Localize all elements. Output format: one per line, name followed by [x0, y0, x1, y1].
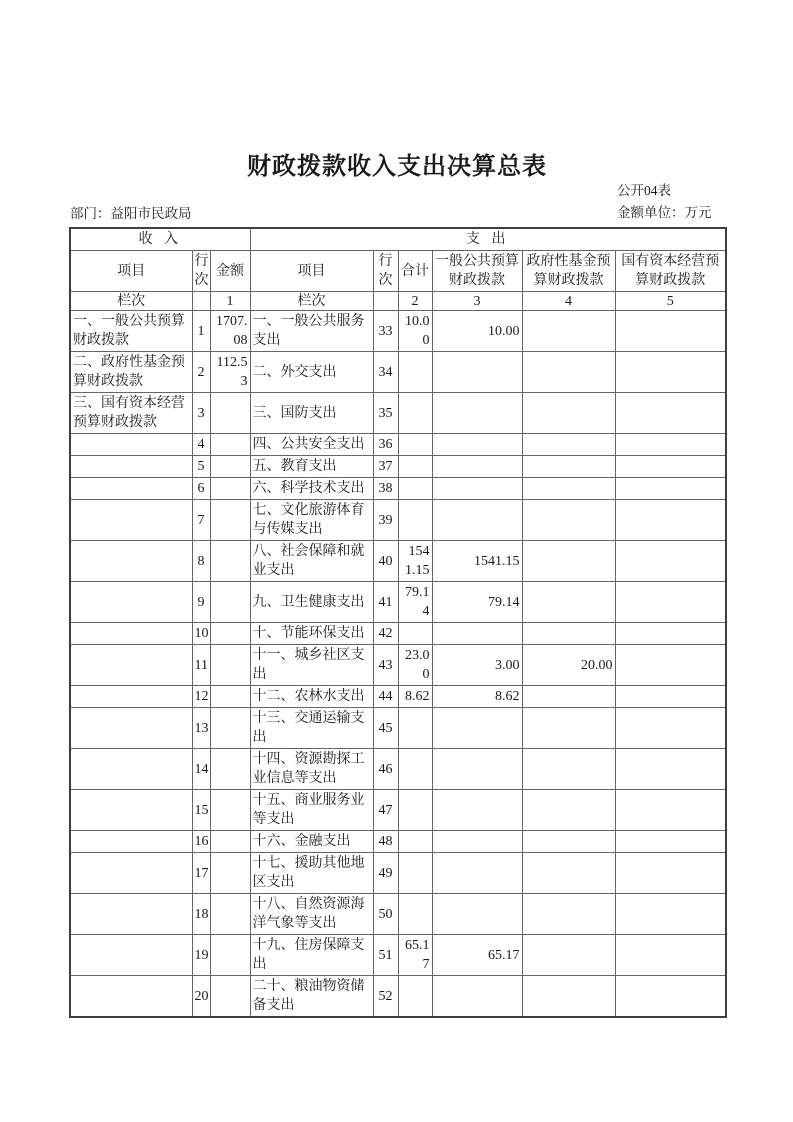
state-capital-cell: [615, 831, 726, 853]
state-capital-cell: [615, 894, 726, 935]
expense-line-cell: 46: [373, 749, 398, 790]
gov-fund-cell: [522, 478, 615, 500]
gov-fund-cell: [522, 790, 615, 831]
total-cell: 79.14: [398, 582, 432, 623]
income-item-cell: [70, 935, 192, 976]
state-capital-cell: [615, 790, 726, 831]
income-line-cell: 3: [192, 393, 210, 434]
table-row: [70, 976, 726, 1018]
expense-line-cell: 49: [373, 853, 398, 894]
general-budget-cell: [432, 790, 522, 831]
general-budget-cell: [432, 478, 522, 500]
expense-section-header: 支 出: [250, 228, 726, 251]
gov-fund-cell: [522, 894, 615, 935]
expense-item-cell: 二十、粮油物资储备支出: [250, 976, 373, 1018]
gov-fund-cell: [522, 708, 615, 749]
income-item-cell: [70, 623, 192, 645]
gov-fund-header: 政府性基金预算财政拨款: [522, 251, 615, 292]
expense-line-cell: 41: [373, 582, 398, 623]
income-line-cell: 1: [192, 311, 210, 352]
expense-line-cell: 40: [373, 541, 398, 582]
income-amount-cell: [210, 853, 250, 894]
expense-item-cell: 十八、自然资源海洋气象等支出: [250, 894, 373, 935]
total-cell: 65.17: [398, 935, 432, 976]
expense-line-cell: 43: [373, 645, 398, 686]
total-cell: [398, 708, 432, 749]
income-line-cell: 12: [192, 686, 210, 708]
total-cell: [398, 790, 432, 831]
income-amount-cell: [210, 393, 250, 434]
income-amount-cell: [210, 831, 250, 853]
expense-item-cell: 十六、金融支出: [250, 831, 373, 853]
total-cell: [398, 894, 432, 935]
income-amount-cell: [210, 976, 250, 1018]
income-item-cell: [70, 500, 192, 541]
general-budget-cell: 65.17: [432, 935, 522, 976]
gov-fund-cell: [522, 976, 615, 1018]
total-cell: 1541.15: [398, 541, 432, 582]
state-capital-cell: [615, 541, 726, 582]
income-line-cell: 18: [192, 894, 210, 935]
expense-item-cell: 十二、农林水支出: [250, 686, 373, 708]
department-label: 部门：益阳市民政局: [70, 206, 192, 221]
income-line-cell: 9: [192, 582, 210, 623]
expense-item-cell: 十九、住房保障支出: [250, 935, 373, 976]
table-row: [70, 393, 726, 434]
expense-line-cell: 52: [373, 976, 398, 1018]
expense-line-index-cell: [373, 292, 398, 311]
general-budget-cell: [432, 831, 522, 853]
page-title: 财政拨款收入支出决算总表: [247, 154, 547, 180]
income-item-cell: [70, 541, 192, 582]
income-amount-cell: [210, 749, 250, 790]
gov-fund-cell: [522, 582, 615, 623]
income-item-cell: [70, 976, 192, 1018]
income-item-cell: [70, 894, 192, 935]
expense-line-cell: 33: [373, 311, 398, 352]
table-row: [70, 500, 726, 541]
income-amount-cell: [210, 645, 250, 686]
state-capital-cell: [615, 935, 726, 976]
state-capital-cell: [615, 393, 726, 434]
expense-item-cell: 一、一般公共服务支出: [250, 311, 373, 352]
income-line-cell: 6: [192, 478, 210, 500]
table-row: [70, 831, 726, 853]
income-item-cell: [70, 456, 192, 478]
income-line-cell: 14: [192, 749, 210, 790]
gov-fund-cell: [522, 456, 615, 478]
table-row: [70, 645, 726, 686]
expense-item-cell: 十三、交通运输支出: [250, 708, 373, 749]
gov-fund-cell: [522, 500, 615, 541]
income-item-cell: 三、国有资本经营预算财政拨款: [70, 393, 192, 434]
table-row: [70, 623, 726, 645]
table-row: [70, 935, 726, 976]
state-capital-cell: [615, 582, 726, 623]
table-row: [70, 456, 726, 478]
table-row: [70, 749, 726, 790]
expense-item-cell: 十一、城乡社区支出: [250, 645, 373, 686]
income-amount-cell: [210, 541, 250, 582]
state-capital-cell: [615, 749, 726, 790]
gov-fund-cell: [522, 831, 615, 853]
income-amount-header: 金额: [210, 251, 250, 292]
income-line-cell: 15: [192, 790, 210, 831]
income-item-cell: [70, 790, 192, 831]
expense-item-cell: 八、社会保障和就业支出: [250, 541, 373, 582]
income-amount-cell: [210, 708, 250, 749]
general-budget-cell: [432, 623, 522, 645]
expense-line-cell: 38: [373, 478, 398, 500]
income-item-cell: [70, 749, 192, 790]
income-amount-cell: [210, 456, 250, 478]
total-cell: [398, 831, 432, 853]
general-budget-cell: 79.14: [432, 582, 522, 623]
expense-line-cell: 35: [373, 393, 398, 434]
column-index-row: [70, 292, 726, 311]
total-cell: 23.00: [398, 645, 432, 686]
income-item-cell: [70, 831, 192, 853]
income-amount-cell: [210, 790, 250, 831]
expense-item-cell: 十、节能环保支出: [250, 623, 373, 645]
income-item-cell: [70, 582, 192, 623]
table-row: [70, 790, 726, 831]
column-header-row: [70, 251, 726, 292]
table-row: [70, 894, 726, 935]
gov-fund-cell: [522, 311, 615, 352]
state-capital-cell: [615, 853, 726, 894]
state-capital-cell: [615, 311, 726, 352]
gov-fund-cell: [522, 434, 615, 456]
general-budget-cell: 8.62: [432, 686, 522, 708]
table-row: [70, 853, 726, 894]
expense-item-header: 项目: [250, 251, 373, 292]
general-budget-header: 一般公共预算财政拨款: [432, 251, 522, 292]
table-code: 公开04表: [617, 183, 671, 198]
expense-item-cell: 十五、商业服务业等支出: [250, 790, 373, 831]
income-index-label: 栏次: [70, 292, 192, 311]
income-item-cell: [70, 478, 192, 500]
general-budget-cell: [432, 352, 522, 393]
expense-item-cell: 七、文化旅游体育与传媒支出: [250, 500, 373, 541]
income-line-index-cell: [192, 292, 210, 311]
general-budget-cell: [432, 500, 522, 541]
table-row: [70, 478, 726, 500]
general-budget-cell: 10.00: [432, 311, 522, 352]
state-capital-cell: [615, 686, 726, 708]
expense-item-cell: 六、科学技术支出: [250, 478, 373, 500]
expense-line-cell: 51: [373, 935, 398, 976]
gov-fund-cell: [522, 541, 615, 582]
total-cell: [398, 500, 432, 541]
income-amount-cell: [210, 686, 250, 708]
total-cell: [398, 623, 432, 645]
general-budget-cell: [432, 434, 522, 456]
general-budget-index: 3: [432, 292, 522, 311]
expense-index-label: 栏次: [250, 292, 373, 311]
table-row: [70, 708, 726, 749]
general-budget-cell: [432, 976, 522, 1018]
state-capital-cell: [615, 434, 726, 456]
state-capital-cell: [615, 623, 726, 645]
table-row: [70, 434, 726, 456]
general-budget-cell: [432, 708, 522, 749]
general-budget-cell: 3.00: [432, 645, 522, 686]
income-item-cell: [70, 708, 192, 749]
income-line-cell: 17: [192, 853, 210, 894]
gov-fund-index: 4: [522, 292, 615, 311]
general-budget-cell: [432, 853, 522, 894]
state-capital-cell: [615, 478, 726, 500]
income-line-cell: 11: [192, 645, 210, 686]
expense-item-cell: 四、公共安全支出: [250, 434, 373, 456]
income-line-cell: 2: [192, 352, 210, 393]
income-item-cell: [70, 645, 192, 686]
expense-line-cell: 44: [373, 686, 398, 708]
unit-label: 金额单位：万元: [617, 205, 712, 220]
gov-fund-cell: [522, 623, 615, 645]
general-budget-cell: [432, 749, 522, 790]
income-line-cell: 5: [192, 456, 210, 478]
expense-line-cell: 37: [373, 456, 398, 478]
income-amount-index: 1: [210, 292, 250, 311]
state-capital-cell: [615, 976, 726, 1018]
state-capital-index: 5: [615, 292, 726, 311]
table-row: [70, 352, 726, 393]
expense-item-cell: 二、外交支出: [250, 352, 373, 393]
gov-fund-cell: 20.00: [522, 645, 615, 686]
expense-line-cell: 36: [373, 434, 398, 456]
state-capital-cell: [615, 500, 726, 541]
gov-fund-cell: [522, 393, 615, 434]
budget-table: [69, 227, 727, 1018]
income-amount-cell: [210, 500, 250, 541]
gov-fund-cell: [522, 686, 615, 708]
income-line-cell: 8: [192, 541, 210, 582]
total-cell: [398, 478, 432, 500]
expense-item-cell: 三、国防支出: [250, 393, 373, 434]
total-cell: [398, 456, 432, 478]
income-line-cell: 19: [192, 935, 210, 976]
state-capital-cell: [615, 352, 726, 393]
total-index: 2: [398, 292, 432, 311]
expense-item-cell: 五、教育支出: [250, 456, 373, 478]
expense-line-cell: 34: [373, 352, 398, 393]
expense-item-cell: 九、卫生健康支出: [250, 582, 373, 623]
income-line-no-header: 行次: [192, 251, 210, 292]
gov-fund-cell: [522, 853, 615, 894]
total-cell: [398, 853, 432, 894]
expense-item-cell: 十四、资源勘探工业信息等支出: [250, 749, 373, 790]
income-amount-cell: 112.53: [210, 352, 250, 393]
gov-fund-cell: [522, 935, 615, 976]
state-capital-cell: [615, 708, 726, 749]
income-line-cell: 20: [192, 976, 210, 1018]
income-line-cell: 13: [192, 708, 210, 749]
general-budget-cell: 1541.15: [432, 541, 522, 582]
income-item-cell: 一、一般公共预算财政拨款: [70, 311, 192, 352]
gov-fund-cell: [522, 352, 615, 393]
total-header: 合计: [398, 251, 432, 292]
income-item-cell: [70, 853, 192, 894]
section-header-row: [70, 228, 726, 251]
income-amount-cell: [210, 935, 250, 976]
total-cell: [398, 393, 432, 434]
expense-line-no-header: 行次: [373, 251, 398, 292]
total-cell: [398, 352, 432, 393]
expense-item-cell: 十七、援助其他地区支出: [250, 853, 373, 894]
expense-line-cell: 42: [373, 623, 398, 645]
expense-line-cell: 48: [373, 831, 398, 853]
gov-fund-cell: [522, 749, 615, 790]
income-amount-cell: [210, 582, 250, 623]
general-budget-cell: [432, 894, 522, 935]
income-amount-cell: [210, 478, 250, 500]
income-section-header: 收 入: [70, 228, 250, 251]
income-line-cell: 10: [192, 623, 210, 645]
general-budget-cell: [432, 393, 522, 434]
income-line-cell: 16: [192, 831, 210, 853]
table-row: [70, 541, 726, 582]
income-amount-cell: [210, 434, 250, 456]
income-item-cell: 二、政府性基金预算财政拨款: [70, 352, 192, 393]
expense-line-cell: 39: [373, 500, 398, 541]
income-amount-cell: 1707.08: [210, 311, 250, 352]
expense-line-cell: 47: [373, 790, 398, 831]
table-row: [70, 311, 726, 352]
income-item-cell: [70, 686, 192, 708]
expense-line-cell: 50: [373, 894, 398, 935]
income-line-cell: 7: [192, 500, 210, 541]
income-line-cell: 4: [192, 434, 210, 456]
total-cell: 8.62: [398, 686, 432, 708]
state-capital-header: 国有资本经营预算财政拨款: [615, 251, 726, 292]
income-amount-cell: [210, 623, 250, 645]
total-cell: [398, 976, 432, 1018]
total-cell: [398, 434, 432, 456]
table-row: [70, 582, 726, 623]
income-item-cell: [70, 434, 192, 456]
income-amount-cell: [210, 894, 250, 935]
table-row: [70, 686, 726, 708]
expense-line-cell: 45: [373, 708, 398, 749]
table-body: [70, 311, 726, 1018]
total-cell: [398, 749, 432, 790]
total-cell: 10.00: [398, 311, 432, 352]
state-capital-cell: [615, 456, 726, 478]
general-budget-cell: [432, 456, 522, 478]
meta-right-block: [617, 180, 712, 224]
state-capital-cell: [615, 645, 726, 686]
income-item-header: 项目: [70, 251, 192, 292]
